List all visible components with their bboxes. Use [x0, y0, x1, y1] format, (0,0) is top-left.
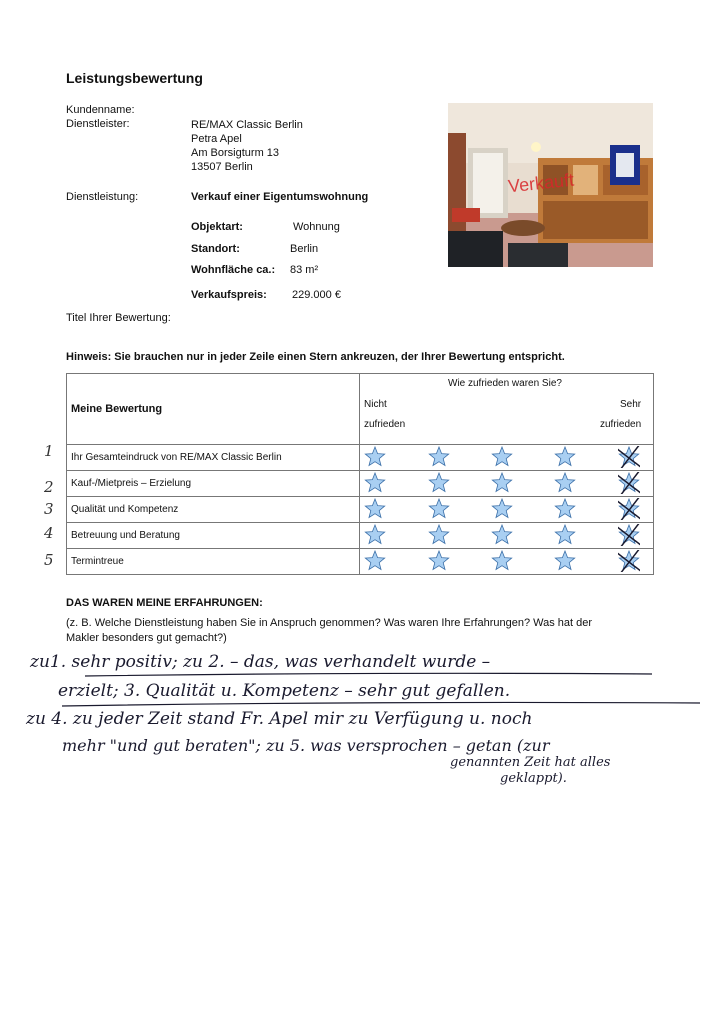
- rating-star[interactable]: [428, 446, 450, 468]
- customer-label: Kundenname:: [66, 104, 135, 116]
- row-label: Kauf-/Mietpreis – Erzielung: [67, 471, 360, 497]
- experience-prompt-line1: (z. B. Welche Dienstleistung haben Sie in Anspruch genommen? Was waren Ihre Erfahrungen? Was hat der: [66, 617, 593, 629]
- rating-row: [67, 523, 654, 549]
- rating-star[interactable]: [491, 446, 513, 468]
- rating-row: [67, 497, 654, 523]
- provider-name: RE/MAX Classic Berlin: [191, 119, 303, 131]
- detail-label-standort: Standort:: [191, 243, 240, 255]
- row-stars: [360, 471, 654, 497]
- rating-star[interactable]: [554, 550, 576, 572]
- rating-star[interactable]: [428, 498, 450, 520]
- experience-prompt-line2: Makler besonders gut gemacht?): [66, 632, 227, 644]
- rating-row: [67, 471, 654, 497]
- row-label: Ihr Gesamteindruck von RE/MAX Classic Berlin: [67, 445, 360, 471]
- header-question: Wie zufrieden waren Sie?: [448, 378, 562, 389]
- detail-value-verkaufspreis: 229.000 €: [292, 289, 341, 301]
- provider-label: Dienstleister:: [66, 118, 130, 130]
- rating-star[interactable]: [428, 550, 450, 572]
- form-title: Leistungsbewertung: [66, 70, 203, 86]
- row-label: Termintreue: [67, 549, 360, 575]
- header-meine-bewertung: Meine Bewertung: [67, 374, 360, 445]
- handwritten-line: zu1. sehr positiv; zu 2. – das, was verhandelt wurde –: [30, 652, 491, 672]
- provider-street: Am Borsigturm 13: [191, 147, 280, 159]
- scale-high-line1: Sehr: [620, 399, 642, 410]
- detail-label-verkaufspreis: Verkaufspreis:: [191, 289, 267, 301]
- scale-low-line2: zufrieden: [364, 419, 406, 430]
- row-stars: [360, 497, 654, 523]
- row-number: 4: [44, 524, 54, 542]
- rating-star[interactable]: [491, 498, 513, 520]
- rating-star[interactable]: [618, 498, 640, 520]
- handwritten-line: geklappt).: [500, 771, 567, 786]
- review-title-label: Titel Ihrer Bewertung:: [66, 312, 171, 324]
- service-label: Dienstleistung:: [66, 191, 139, 203]
- rating-star[interactable]: [364, 524, 386, 546]
- rating-table: [66, 373, 654, 575]
- rating-star[interactable]: [491, 472, 513, 494]
- row-number: 3: [44, 500, 54, 518]
- handwritten-line: zu 4. zu jeder Zeit stand Fr. Apel mir zu Verfügung u. noch: [26, 709, 533, 729]
- rating-star[interactable]: [364, 446, 386, 468]
- detail-value-wohnflaeche: 83 m²: [290, 264, 319, 276]
- rating-star[interactable]: [364, 550, 386, 572]
- rating-star[interactable]: [491, 524, 513, 546]
- experience-heading: DAS WAREN MEINE ERFAHRUNGEN:: [66, 597, 263, 609]
- row-label: Betreuung und Beratung: [67, 523, 360, 549]
- handwritten-line: mehr "und gut beraten"; zu 5. was versprochen – getan (zur: [62, 736, 550, 755]
- provider-city: 13507 Berlin: [191, 161, 253, 173]
- detail-label-objektart: Objektart:: [191, 221, 243, 233]
- rating-star[interactable]: [554, 524, 576, 546]
- scale-low-line1: Nicht: [364, 399, 387, 410]
- rating-star[interactable]: [428, 472, 450, 494]
- rating-star[interactable]: [554, 498, 576, 520]
- detail-label-wohnflaeche: Wohnfläche ca.:: [191, 264, 276, 276]
- rating-star[interactable]: [618, 472, 640, 494]
- handwritten-line: genannten Zeit hat alles: [450, 755, 611, 770]
- provider-contact: Petra Apel: [191, 133, 242, 145]
- row-number: 1: [44, 442, 54, 460]
- rating-star[interactable]: [618, 550, 640, 572]
- rating-row: [67, 549, 654, 575]
- service-value: Verkauf einer Eigentumswohnung: [191, 191, 369, 203]
- rating-star[interactable]: [554, 472, 576, 494]
- rating-star[interactable]: [554, 446, 576, 468]
- detail-value-standort: Berlin: [290, 243, 319, 255]
- row-number: 5: [44, 551, 54, 569]
- rating-star[interactable]: [491, 550, 513, 572]
- detail-value-objektart: Wohnung: [293, 221, 340, 233]
- sold-overlay: Verkauft: [507, 169, 575, 197]
- rating-row: [67, 445, 654, 471]
- rating-star[interactable]: [618, 446, 640, 468]
- row-stars: [360, 549, 654, 575]
- rating-star[interactable]: [428, 524, 450, 546]
- row-label: Qualität und Kompetenz: [67, 497, 360, 523]
- row-stars: [360, 523, 654, 549]
- rating-star[interactable]: [364, 472, 386, 494]
- property-photo: [448, 103, 653, 267]
- row-stars: [360, 445, 654, 471]
- rating-hint: Hinweis: Sie brauchen nur in jeder Zeile einen Stern ankreuzen, der Ihrer Bewertung entspricht.: [66, 351, 565, 363]
- rating-star[interactable]: [618, 524, 640, 546]
- scale-high-line2: zufrieden: [600, 419, 642, 430]
- row-number: 2: [44, 478, 54, 496]
- header-scale: [360, 374, 654, 445]
- provider-address: [191, 118, 303, 174]
- handwritten-line: erzielt; 3. Qualität u. Kompetenz – sehr gut gefallen.: [58, 681, 511, 701]
- rating-star[interactable]: [364, 498, 386, 520]
